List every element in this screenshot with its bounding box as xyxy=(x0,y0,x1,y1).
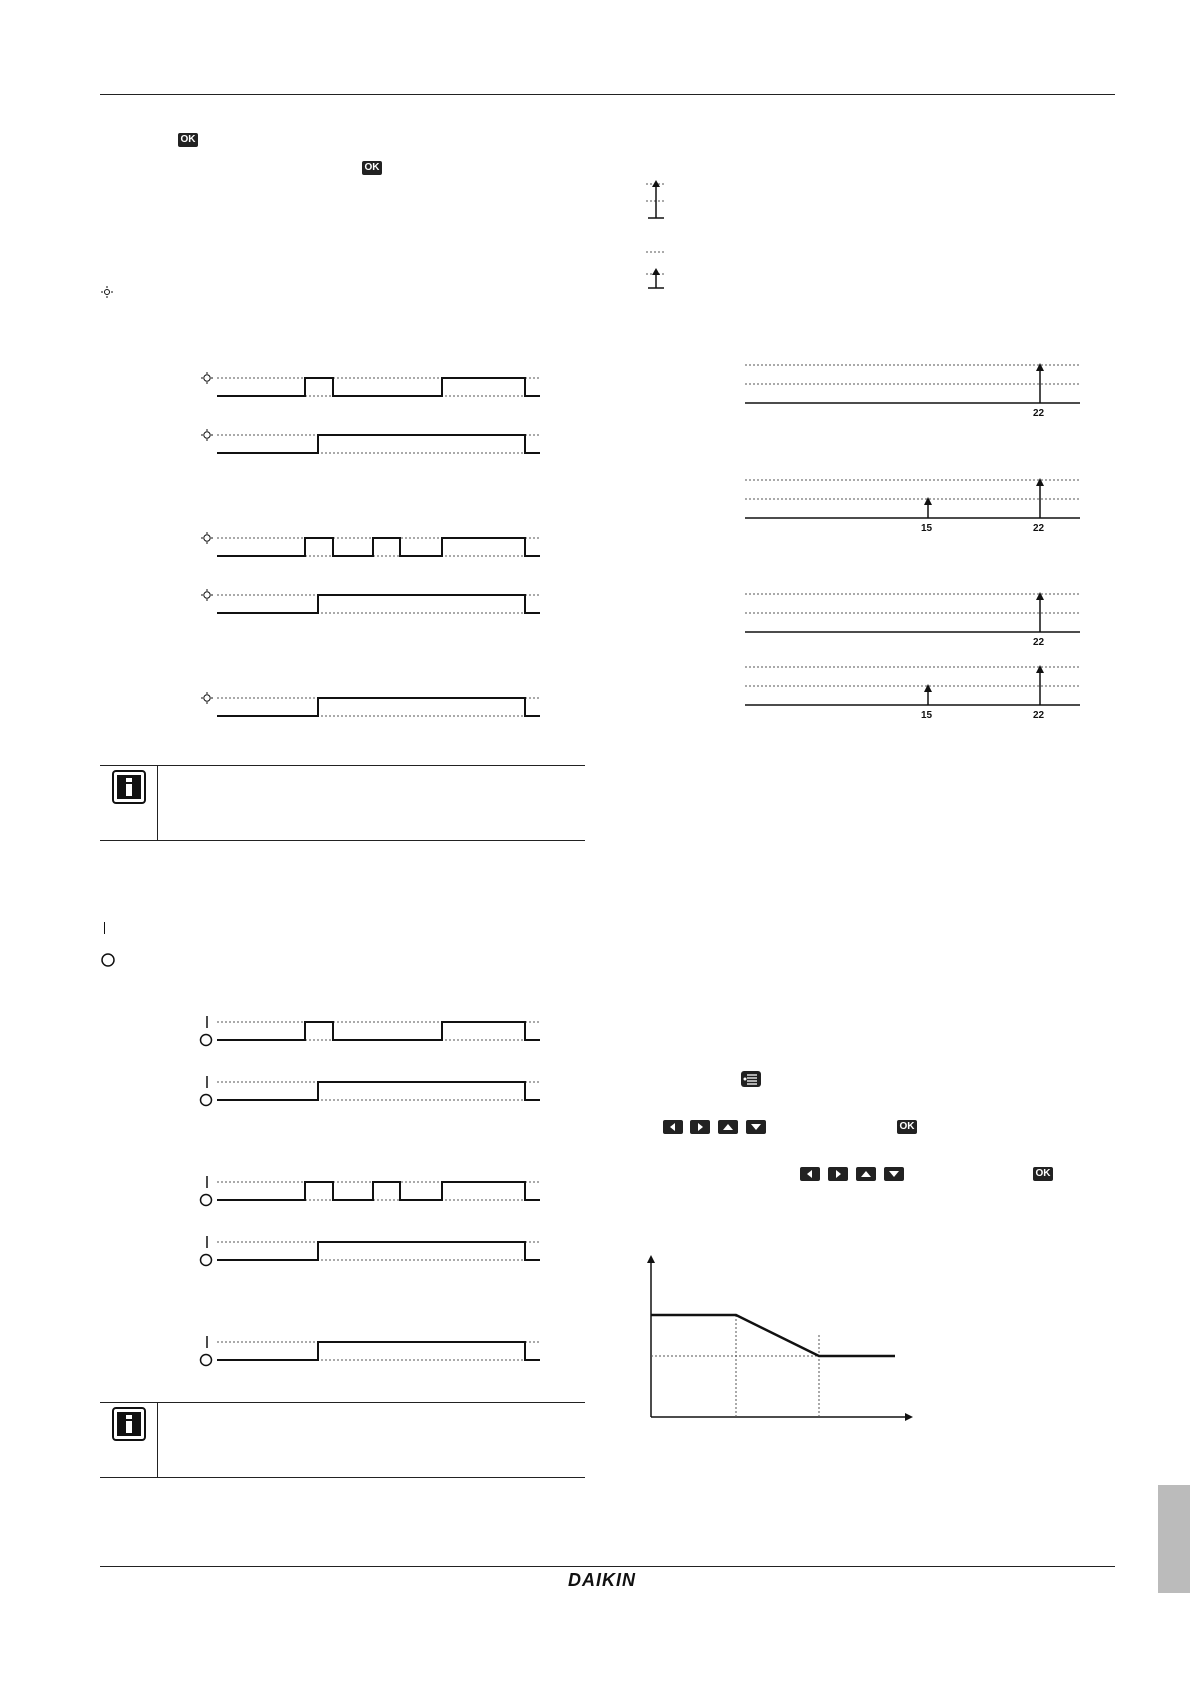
hour-label: 15 xyxy=(921,710,933,721)
onoff-chart-1 xyxy=(201,1016,541,1046)
schedule-chart-5 xyxy=(201,692,540,722)
left-key xyxy=(800,1167,820,1181)
arrow-head xyxy=(924,497,932,505)
schedule-chart-1 xyxy=(201,372,540,402)
arrow-head xyxy=(1036,665,1044,673)
setpoint-small-arrow-icon xyxy=(646,268,666,290)
setpoint-charts xyxy=(740,360,1085,720)
note-rule-bottom xyxy=(100,1477,585,1478)
down-key xyxy=(746,1120,766,1134)
right-key xyxy=(828,1167,848,1181)
right-key xyxy=(690,1120,710,1134)
moon-icon xyxy=(101,314,111,326)
on-icon xyxy=(104,922,105,934)
arrow-head xyxy=(1036,478,1044,486)
ok-key: OK xyxy=(1033,1167,1053,1181)
schedule-chart-2 xyxy=(201,429,540,459)
arrow-head xyxy=(924,684,932,692)
hour-label: 22 xyxy=(1033,710,1045,721)
setpoint-chart-2 xyxy=(745,478,1080,534)
note-rule-top xyxy=(100,765,585,766)
schedule-chart-4 xyxy=(201,589,540,619)
hour-label: 22 xyxy=(1033,637,1045,648)
off-icon xyxy=(101,953,115,967)
note-rule-top xyxy=(100,1402,585,1403)
onoff-chart-4 xyxy=(201,1236,541,1266)
onoff-chart-3 xyxy=(201,1176,541,1206)
setpoint-legend-arrow-icon xyxy=(646,180,666,220)
arrow-head xyxy=(1036,363,1044,371)
brand-logo: DAIKIN xyxy=(568,1570,636,1590)
menu-icon xyxy=(741,1071,761,1087)
ok-key: OK xyxy=(178,133,198,147)
note-divider xyxy=(157,765,158,840)
hour-label: 22 xyxy=(1033,408,1045,419)
info-icon xyxy=(112,1407,146,1441)
up-key xyxy=(718,1120,738,1134)
note-divider xyxy=(157,1402,158,1477)
hour-label: 22 xyxy=(1033,523,1045,534)
arrow-head xyxy=(1036,592,1044,600)
section-tab xyxy=(1158,1485,1190,1593)
ok-key: OK xyxy=(362,161,382,175)
info-icon xyxy=(112,770,146,804)
onoff-charts xyxy=(195,1012,540,1372)
ok-key: OK xyxy=(897,1120,917,1134)
top-rule xyxy=(100,94,1115,95)
sun-icon xyxy=(101,286,113,298)
dotted-line-icon xyxy=(646,250,666,254)
setpoint-chart-1 xyxy=(745,363,1080,419)
schedule-chart-3 xyxy=(201,532,540,562)
down-key xyxy=(884,1167,904,1181)
setpoint-chart-3 xyxy=(745,592,1080,648)
bottom-rule xyxy=(100,1566,1115,1567)
onoff-chart-5 xyxy=(201,1336,541,1366)
setpoint-chart-4 xyxy=(745,665,1080,721)
onoff-chart-2 xyxy=(201,1076,541,1106)
hour-label: 15 xyxy=(921,523,933,534)
weather-curve-chart xyxy=(645,1255,915,1425)
setpoint-svg xyxy=(740,360,1085,720)
schedule-charts xyxy=(195,368,540,728)
note-rule-bottom xyxy=(100,840,585,841)
up-key xyxy=(856,1167,876,1181)
left-key xyxy=(663,1120,683,1134)
